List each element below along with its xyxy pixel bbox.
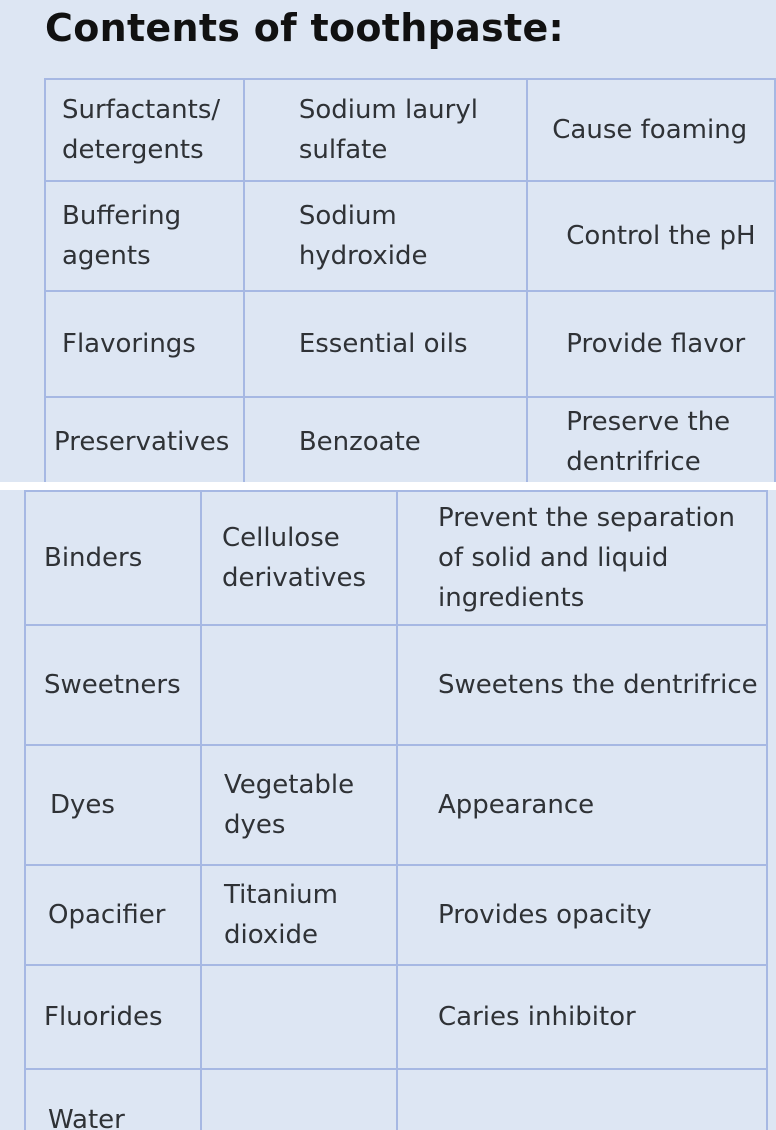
ingredient-function: Sweetens the dentrifrice [438,670,758,700]
ingredient-function: Cause foaming [552,115,748,145]
ingredient-function: Caries inhibitor [438,1002,636,1032]
ingredient-type: Water [48,1105,125,1130]
table-cell [397,745,767,865]
ingredient-type: Preservatives [54,427,230,457]
ingredient-type: Surfactants/ detergents [62,95,221,165]
table-cell [244,181,527,291]
table-cell [397,491,767,625]
ingredient-example: Cellulose derivatives [222,523,367,593]
ingredient-example: Sodium hydroxide [298,201,428,271]
ingredient-function: Prevent the separation of solid and liquid ingredients [438,503,735,613]
table-row [45,181,775,291]
table-cell [25,625,201,745]
table-cell [244,397,527,482]
ingredient-type: Opacifier [48,900,166,930]
ingredient-type: Buffering agents [62,201,182,271]
bottom-table-panel [0,490,776,1130]
table-cell [201,865,397,965]
ingredient-function: Preserve the dentrifrice [566,407,731,477]
table-cell [45,181,244,291]
panel-divider [0,482,776,490]
table-cell [201,965,397,1069]
table-cell [527,291,775,397]
table-cell [45,79,244,181]
table-row [45,397,775,482]
ingredient-example: Essential oils [298,329,468,359]
table-cell [25,745,201,865]
table-row [25,1069,767,1130]
table-cell [527,397,775,482]
table-cell [25,491,201,625]
page-title: Contents of toothpaste: [45,6,565,50]
table-cell [244,291,527,397]
table-cell [244,79,527,181]
top-table-panel [0,0,776,482]
ingredient-example: Sodium lauryl sulfate [298,95,478,165]
table-row [25,745,767,865]
ingredient-type: Fluorides [44,1002,163,1032]
table-row [25,865,767,965]
contents-table-bottom [24,490,768,1130]
contents-table-top [44,78,776,482]
table-row [45,291,775,397]
table-cell [25,865,201,965]
table-cell [397,1069,767,1130]
ingredient-type: Dyes [50,790,115,820]
table-cell [25,1069,201,1130]
table-row [25,491,767,625]
table-cell [397,965,767,1069]
table-cell [201,625,397,745]
table-row [25,965,767,1069]
table-cell [25,965,201,1069]
ingredient-function: Appearance [438,790,595,820]
table-cell [201,1069,397,1130]
ingredient-type: Flavorings [62,329,196,359]
table-cell [45,397,244,482]
ingredient-function: Control the pH [566,221,756,251]
ingredient-example: Benzoate [298,427,421,457]
ingredient-type: Sweetners [44,670,181,700]
table-row [25,625,767,745]
ingredient-function: Provide flavor [566,329,746,359]
ingredient-type: Binders [44,543,143,573]
table-cell [201,491,397,625]
ingredient-function: Provides opacity [438,900,652,930]
table-cell [397,865,767,965]
table-cell [397,625,767,745]
table-cell [201,745,397,865]
table-row [45,79,775,181]
ingredient-example: Vegetable dyes [224,770,355,840]
ingredient-example: Titanium dioxide [224,880,338,950]
table-cell [45,291,244,397]
table-cell [527,181,775,291]
table-cell [527,79,775,181]
